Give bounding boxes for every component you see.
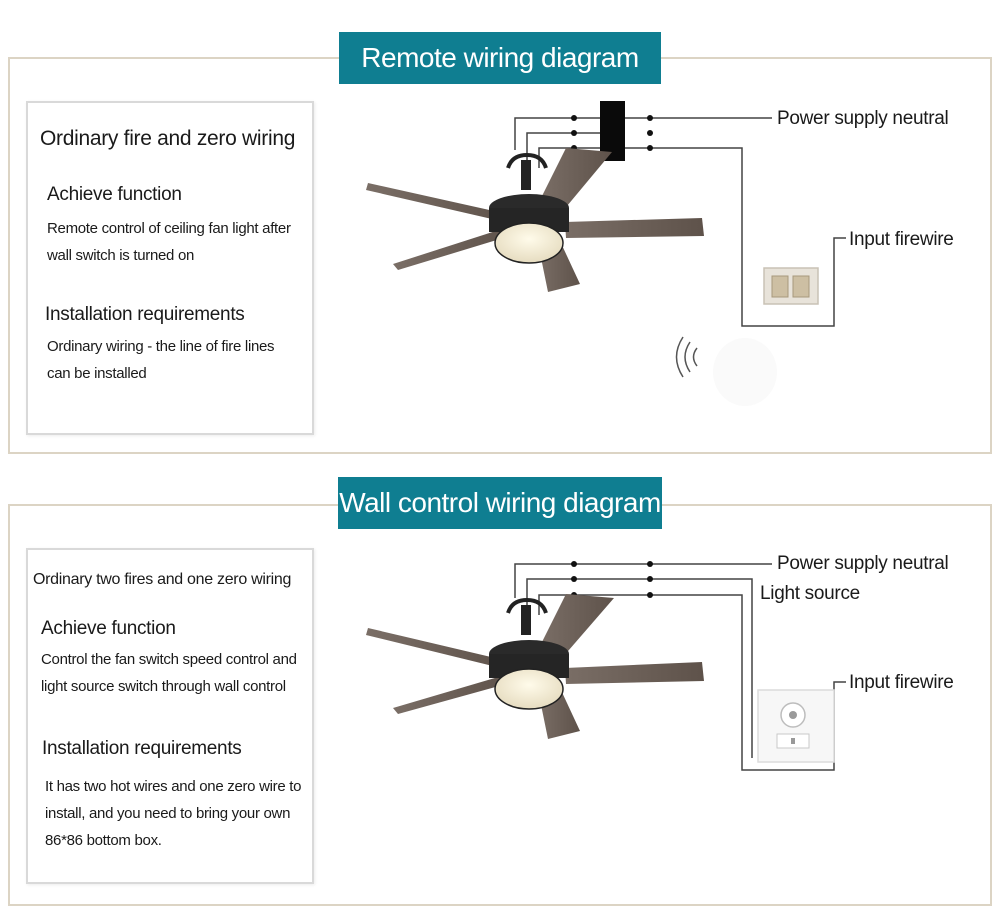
wall-function-line-1: Control the fan switch speed control and [41, 651, 297, 668]
remote-box-title: Ordinary fire and zero wiring [40, 127, 296, 150]
remote-wiring-banner: Remote wiring diagram [339, 32, 661, 84]
wall-neutral-label: Power supply neutral [777, 553, 949, 574]
wall-firewire-label: Input firewire [849, 672, 954, 693]
wall-requirements-heading: Installation requirements [42, 738, 242, 759]
remote-function-line-1: Remote control of ceiling fan light after [47, 220, 291, 237]
ceiling-fan-icon [366, 148, 704, 292]
wall-box-title: Ordinary two fires and one zero wiring [33, 571, 292, 588]
wall-light-source-label: Light source [760, 583, 860, 604]
ceiling-fan-icon [366, 594, 704, 739]
remote-function-line-2: wall switch is turned on [47, 247, 195, 264]
wall-requirements-line-2: install, and you need to bring your own [45, 805, 291, 822]
remote-requirements-line-2: can be installed [47, 365, 147, 382]
wall-control-wiring-banner: Wall control wiring diagram [338, 477, 662, 529]
wall-controller-icon [758, 690, 834, 762]
remote-signal-icon [677, 337, 698, 377]
remote-requirements-heading: Installation requirements [45, 304, 245, 325]
wall-function-heading: Achieve function [41, 618, 176, 639]
remote-requirements-line-1: Ordinary wiring - the line of fire lines [47, 338, 275, 355]
remote-neutral-label: Power supply neutral [777, 108, 949, 129]
wall-switch-icon [764, 268, 818, 304]
wall-description-box [26, 548, 314, 884]
remote-description-box [26, 101, 314, 435]
wall-requirements-line-3: 86*86 bottom box. [45, 832, 162, 849]
wall-function-line-2: light source switch through wall control [41, 678, 286, 695]
remote-function-heading: Achieve function [47, 184, 182, 205]
remote-firewire-label: Input firewire [849, 229, 954, 250]
wall-requirements-line-1: It has two hot wires and one zero wire to [45, 778, 302, 795]
